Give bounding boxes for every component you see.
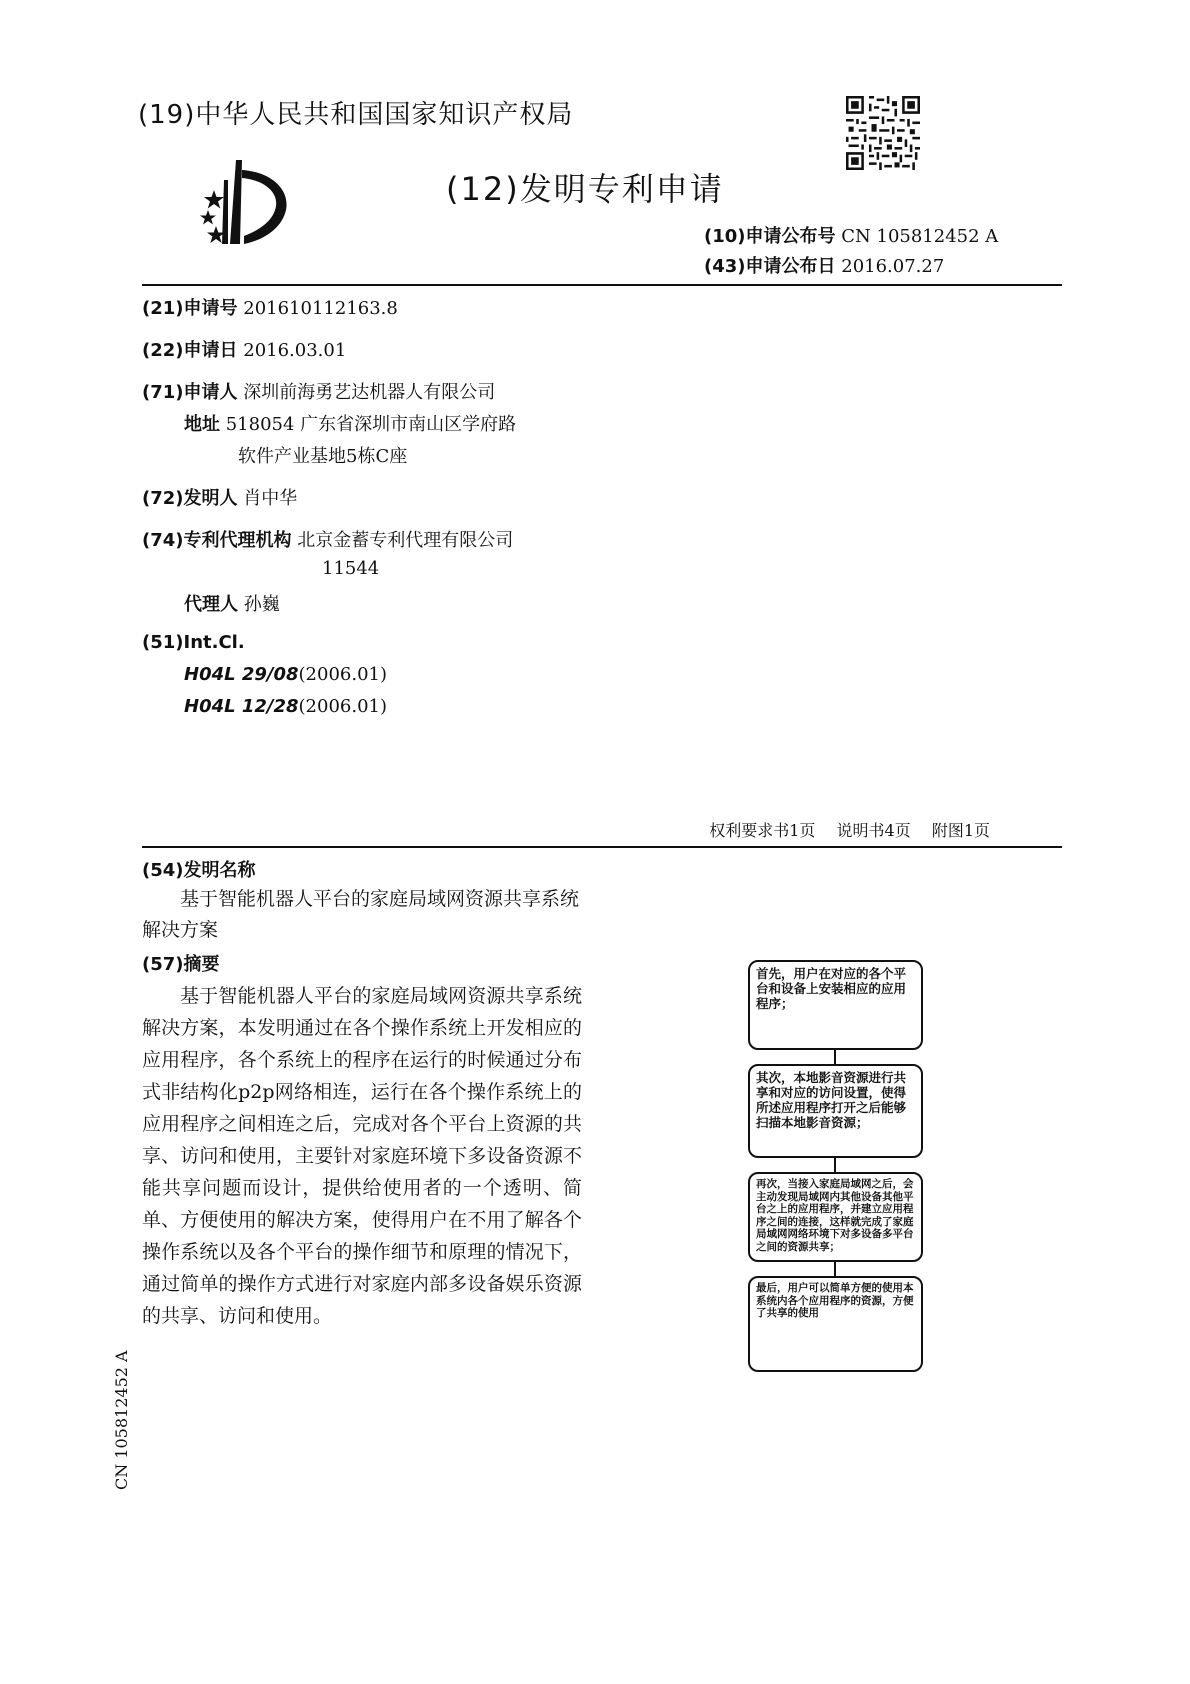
patent-agency (142, 526, 513, 552)
flowchart-connector-3 (834, 1262, 836, 1276)
cnipa-logo-icon (200, 156, 310, 250)
patent-agency-label: (74)专利代理机构 (142, 530, 292, 551)
agent-label: 代理人 (184, 594, 238, 615)
publication-date-value: 2016.07.27 (841, 256, 945, 277)
ipc-code-2: H04L 12/28 (184, 696, 299, 717)
publication-number (704, 222, 998, 248)
address-line-1: 518054 广东省深圳市南山区学府路 (225, 414, 517, 435)
application-date (142, 336, 346, 362)
flowchart-connector-1 (834, 1050, 836, 1064)
flowchart-connector-2 (834, 1158, 836, 1172)
page-counts (693, 818, 990, 841)
document-type-title: (12)发明专利申请 (446, 170, 724, 208)
patent-agency-value: 北京金蓄专利代理有限公司 (297, 530, 514, 551)
flowchart-step-4: 最后，用户可以简单方便的使用本系统内各个应用程序的资源，方便了共享的使用 (748, 1276, 923, 1372)
inventor (142, 484, 297, 510)
applicant-label: (71)申请人 (142, 382, 238, 403)
publication-number-value: CN 105812452 A (841, 226, 999, 247)
inventor-value: 肖中华 (243, 488, 298, 509)
patent-agency-code: 11544 (322, 558, 380, 579)
publication-number-label: (10)申请公布号 (704, 226, 836, 247)
section-divider (142, 846, 1062, 848)
agent-value: 孙巍 (243, 594, 280, 615)
flowchart-step-1: 首先，用户在对应的各个平台和设备上安装相应的应用程序； (748, 960, 923, 1050)
application-number-label: (21)申请号 (142, 298, 238, 319)
abstract-label: (57)摘要 (142, 954, 220, 975)
abstract-text: 基于智能机器人平台的家庭局域网资源共享系统解决方案，本发明通过在各个操作系统上开发相应的应用程序，各个系统上的程序在运行的时候通过分布式非结构化p2p网络相连，运行在各个操作系统上的应用程序之间相连之后，完成对各个平台上资源的共享、访问和使用，主要针对家庭环境下多设备资源不能共享问题而设计，提供给使用者的一个透明、简单、方便使用的解决方案，使得用户在不用了解各个操作系统以及各个平台的操作细节和原理的情况下，通过简单的操作方式进行对家庭内部多设备娱乐资源的共享、访问和使用。 (142, 985, 582, 1327)
ipc-version-1: (2006.01) (298, 664, 388, 685)
address-line-2: 软件产业基地5栋C座 (238, 446, 408, 467)
header-divider (142, 284, 1062, 286)
application-number-value: 201610112163.8 (243, 298, 398, 319)
address (184, 410, 516, 436)
application-number (142, 294, 398, 320)
ipc-classification-2 (184, 696, 387, 717)
ipc-label (142, 632, 245, 653)
spine-publication-number: CN 105812452 A (112, 1350, 131, 1490)
qr-code-icon (846, 96, 920, 170)
agent (184, 590, 280, 616)
ipc-classification-1 (184, 664, 387, 685)
publication-date (704, 252, 944, 278)
application-date-value: 2016.03.01 (243, 340, 347, 361)
ipc-version-2: (2006.01) (298, 696, 388, 717)
ipc-label-text: (51)Int.Cl. (142, 632, 245, 653)
description-pages: 说明书4页 (836, 821, 911, 840)
inventor-label: (72)发明人 (142, 488, 238, 509)
patent-office-title: (19)中华人民共和国国家知识产权局 (138, 100, 574, 130)
flowchart-step-2: 其次，本地影音资源进行共享和对应的访问设置，使得所述应用程序打开之后能够扫描本地影音资源； (748, 1064, 923, 1158)
drawings-pages: 附图1页 (931, 821, 990, 840)
applicant (142, 378, 495, 404)
ipc-code-1: H04L 29/08 (184, 664, 299, 685)
address-label: 地址 (184, 414, 220, 435)
invention-title-label: (54)发明名称 (142, 860, 256, 881)
invention-title: 基于智能机器人平台的家庭局域网资源共享系统解决方案 (142, 888, 580, 941)
application-date-label: (22)申请日 (142, 340, 238, 361)
publication-date-label: (43)申请公布日 (704, 256, 836, 277)
flowchart-step-3: 再次，当接入家庭局域网之后，会主动发现局域网内其他设备其他平台之上的应用程序，并建立应用程序之间的连接，这样就完成了家庭局域网网络环境下对多设备多平台之间的资源共享； (748, 1172, 923, 1262)
claims-pages: 权利要求书1页 (709, 821, 816, 840)
applicant-value: 深圳前海勇艺达机器人有限公司 (243, 382, 496, 403)
